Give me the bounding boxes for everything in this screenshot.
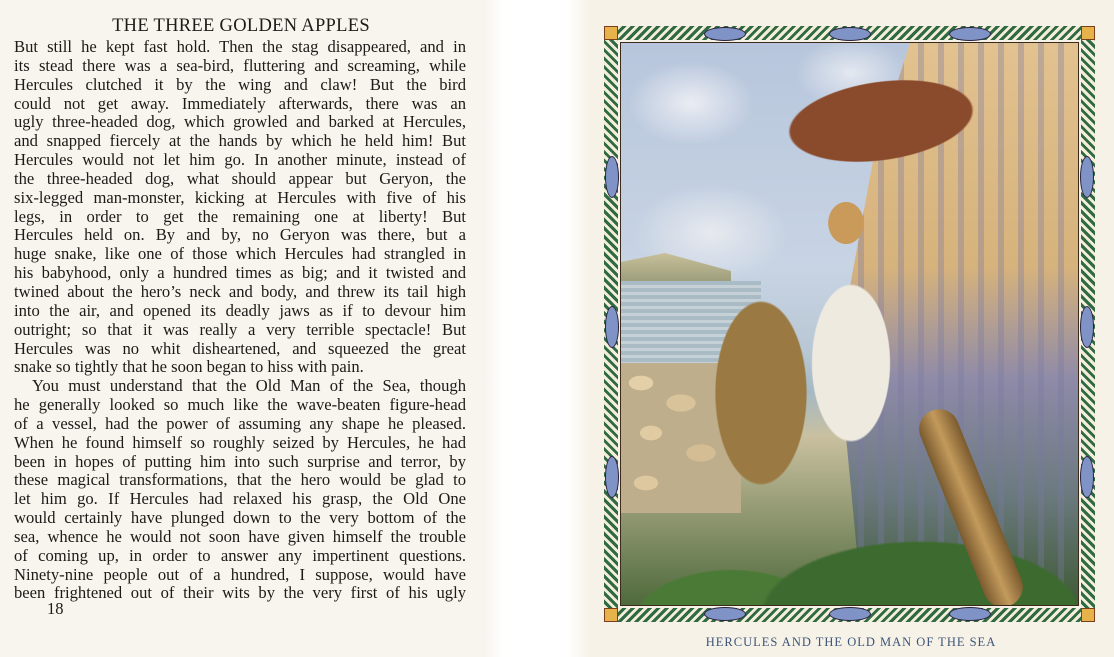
oval-ornament-icon [1080,156,1094,198]
book-gutter [482,0,588,657]
text-line: outright; so that it was really a very terrible spectacle! But [14,319,466,339]
corner-square-icon [604,26,618,40]
text-line: been frightened out of their wits by the very first of his ugly [14,583,466,603]
text-line: legs, in order to get the remaining one at liberty! But [14,206,466,226]
oval-ornament-icon [605,156,619,198]
oval-ornament-icon [605,456,619,498]
text-line: into the air, and opened its deadly jaws as if to devour him [14,300,466,320]
corner-square-icon [604,608,618,622]
text-line: But still he kept fast hold. Then the stag disappeared, and in [14,37,466,56]
text-line: and snapped fiercely at the hands by which he held him! But [14,131,466,151]
oval-ornament-icon [829,607,871,621]
page-number: 18 [47,599,64,618]
running-head: THE THREE GOLDEN APPLES [112,16,370,36]
text-line: let him go. If Hercules had relaxed his grasp, the Old One [14,489,466,509]
text-line: would certainly have plunged down to the very bottom of the [14,508,466,528]
text-line: Ninety-nine people out of a hundred, I suppose, would have [14,564,466,584]
oval-ornament-icon [704,607,746,621]
body-text [14,38,466,603]
text-line: six-legged man-monster, kicking at Hercules with five of his [14,187,466,207]
text-line: of a vessel, had the power of assuming any shape he pleased. [14,413,466,433]
hercules-figure [791,193,901,493]
oval-ornament-icon [1080,306,1094,348]
oval-ornament-icon [704,27,746,41]
oval-ornament-icon [829,27,871,41]
plate-caption: HERCULES AND THE OLD MAN OF THE SEA [705,635,997,649]
text-line: When he found himself so roughly seized by Hercules, he had [14,432,466,452]
text-line: the three-headed dog, what should appear but Geryon, the [14,168,466,188]
text-line: You must understand that the Old Man of the Sea, though [32,376,466,396]
corner-square-icon [1081,26,1095,40]
text-line: could not get away. Immediately afterwards, there was an [14,93,466,113]
text-line: its stead there was a sea-bird, fluttering and screaming, while [14,55,466,75]
text-line: of coming up, in order to answer any impertinent questions. [14,545,466,565]
text-line: his babyhood, only a hundred times as big; and it twisted and [14,263,466,283]
illustration-plate [604,26,1095,622]
oval-ornament-icon [1080,456,1094,498]
text-line: snake so tightly that he soon began to hiss with pain. [14,357,364,377]
plate-illustration [620,42,1079,606]
corner-square-icon [1081,608,1095,622]
oval-ornament-icon [605,306,619,348]
text-line: ugly three-headed dog, which growled and barked at Hercules, [14,112,466,132]
text-line: these magical transformations, that the hero would be glad to [14,470,466,490]
text-line: Hercules clutched it by the wing and claw! But the bird [14,74,466,94]
text-line: Hercules held on. By and by, no Geryon was there, but a [14,225,466,245]
text-line: twined about the hero’s neck and body, and threw its tail high [14,281,466,301]
text-line: he generally looked so much like the wave-beaten figure-head [14,395,466,415]
text-line: huge snake, like one of those which Hercules had strangled in [14,244,466,264]
text-line: sea, whence he would not soon have given himself the trouble [14,526,466,546]
oval-ornament-icon [949,607,991,621]
oval-ornament-icon [949,27,991,41]
left-page [0,0,482,657]
text-line: been in hopes of putting him into such surprise and terror, by [14,451,466,471]
text-line: Hercules was no whit disheartened, and squeezed the great [14,338,466,358]
text-line: Hercules would not let him go. In another minute, instead of [14,150,466,170]
